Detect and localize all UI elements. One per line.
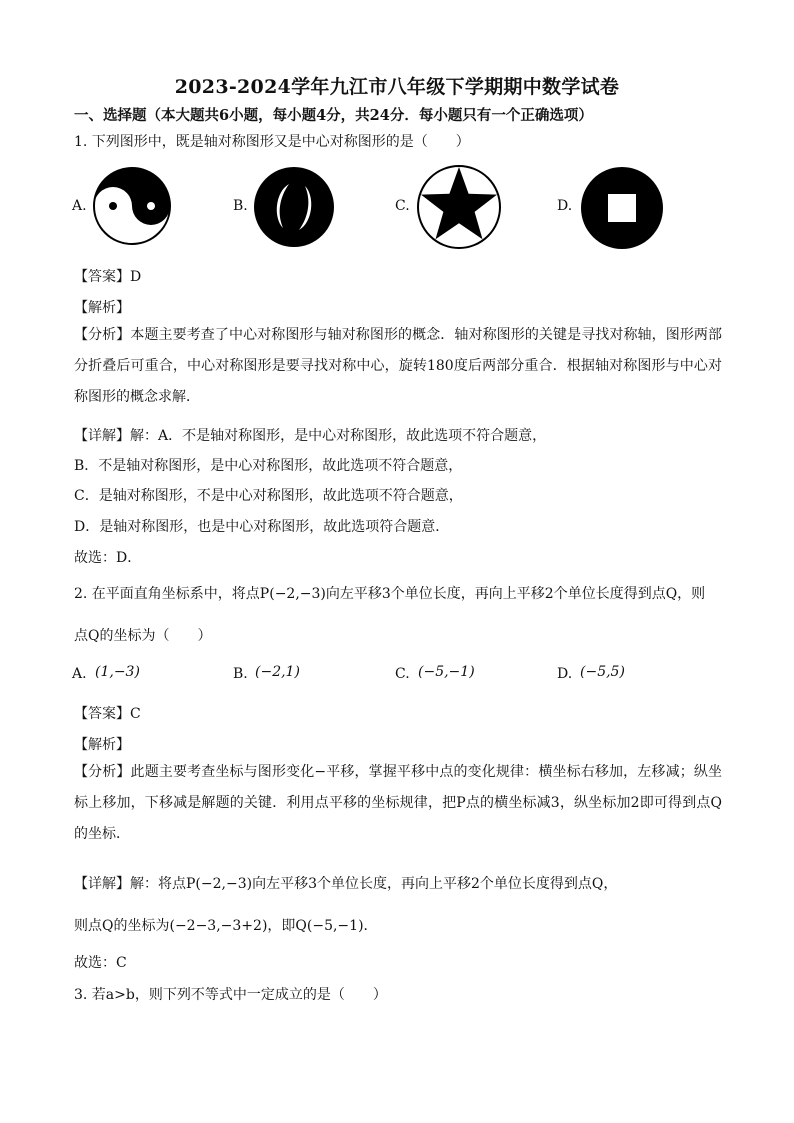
section-heading: 一、选择题（本大题共6小题，每小题4分，共24分．每小题只有一个正确选项） [74, 107, 593, 124]
q2-option-a-label: A. [72, 666, 87, 682]
yin-yang-icon [92, 166, 172, 246]
q2-option-c-label: C. [395, 666, 410, 682]
q2-choose: 故选：C [74, 955, 127, 971]
q2-option-b-label: B. [233, 666, 248, 682]
square-hole-coin-icon [580, 166, 664, 250]
q2-option-d-value: (−5,5) [580, 664, 625, 680]
q3-stem: 3. 若a>b，则下列不等式中一定成立的是（ ） [74, 987, 387, 1003]
q1-detail-d: D．是轴对称图形，也是中心对称图形，故此选项符合题意． [74, 519, 450, 535]
q1-analysis: 【分析】本题主要考查了中心对称图形与轴对称图形的概念．轴对称图形的关键是寻找对称轴，图形两部分折叠后可重合，中心对称图形是要寻找对称中心，旋转180度后两部分重合．根据轴对称图形与中心对称图形的概念求解． [74, 327, 722, 405]
q2-answer: 【答案】C [74, 706, 141, 722]
q1-option-a-label: A. [72, 198, 87, 214]
q2-option-d-label: D. [557, 666, 573, 682]
q1-detail-a: 【详解】解：A．不是轴对称图形，是中心对称图形，故此选项不符合题意， [74, 428, 547, 444]
q1-detail-c: C．是轴对称图形，不是中心对称图形，故此选项不符合题意， [74, 488, 463, 504]
q1-answer: 【答案】D [74, 269, 142, 285]
star-in-circle-icon [416, 164, 502, 250]
q2-analysis-tag: 【解析】 [74, 737, 130, 753]
double-crescent-icon [253, 166, 335, 248]
q2-option-b-value: (−2,1) [255, 664, 300, 680]
q1-option-c-label: C. [395, 198, 410, 214]
q2-analysis: 【分析】此题主要考查坐标与图形变化−平移，掌握平移中点的变化规律：横坐标右移加，左移减；纵坐标上移加，下移减是解题的关键．利用点平移的坐标规律，把P点的横坐标减3，纵坐标加2即可得到点Q的坐标． [74, 764, 722, 842]
q1-detail-b: B．不是轴对称图形，是中心对称图形，故此选项不符合题意， [74, 458, 463, 474]
q2-option-a-value: (1,−3) [95, 664, 140, 680]
q2-option-c-value: (−5,−1) [418, 664, 475, 680]
q2-stem-line1: 2. 在平面直角坐标系中，将点P(−2,−3)向左平移3个单位长度，再向上平移2个单位长度得到点Q，则 [74, 586, 706, 602]
q2-detail-line2: 则点Q的坐标为(−2−3,−3+2)，即Q(−5,−1)． [74, 918, 378, 934]
q1-analysis-tag: 【解析】 [74, 300, 130, 316]
q1-choose: 故选：D． [74, 550, 142, 566]
q2-stem-line2: 点Q的坐标为（ ） [74, 628, 212, 644]
q1-stem: 1. 下列图形中，既是轴对称图形又是中心对称图形的是（ ） [74, 134, 470, 150]
q1-option-d-label: D. [557, 198, 573, 214]
page-title: 2023-2024学年九江市八年级下学期期中数学试卷 [174, 76, 620, 98]
q2-detail-line1: 【详解】解：将点P(−2,−3)向左平移3个单位长度，再向上平移2个单位长度得到点Q， [74, 876, 618, 892]
q1-option-b-label: B. [233, 198, 248, 214]
